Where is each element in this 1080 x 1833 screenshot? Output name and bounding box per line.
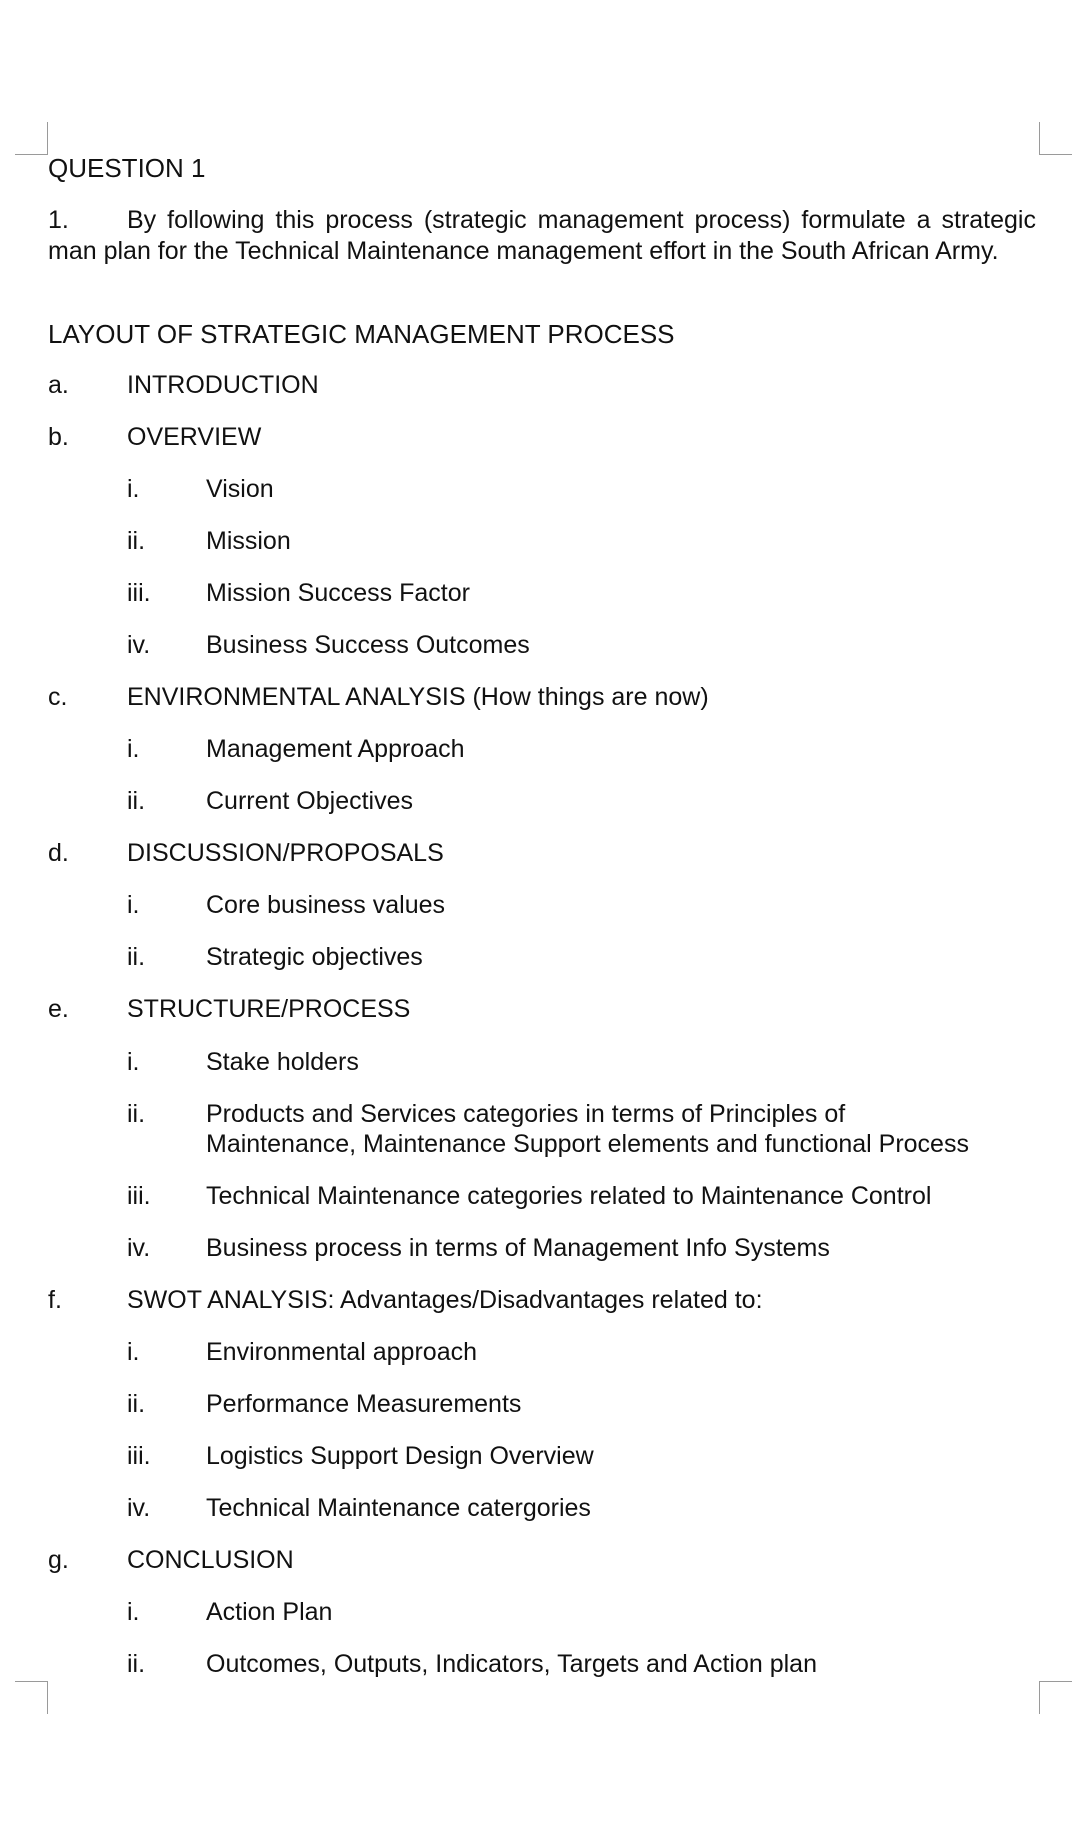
list-label: OVERVIEW: [127, 423, 262, 451]
question-title: QUESTION 1: [48, 153, 206, 183]
list-marker: iii.: [127, 579, 151, 607]
list-label: Outcomes, Outputs, Indicators, Targets and Action plan: [206, 1650, 817, 1678]
list-marker: ii.: [127, 1390, 146, 1418]
list-marker: iii.: [127, 1182, 151, 1210]
list-marker: g.: [48, 1546, 69, 1574]
list-label: Logistics Support Design Overview: [206, 1442, 594, 1470]
list-marker: d.: [48, 839, 69, 867]
list-marker: f.: [48, 1286, 62, 1314]
question-number: 1.: [48, 206, 69, 234]
list-marker: iii.: [127, 1442, 151, 1470]
list-marker: i.: [127, 1598, 140, 1626]
list-label: Strategic objectives: [206, 943, 423, 971]
list-marker: iv.: [127, 1234, 151, 1262]
list-marker: iv.: [127, 631, 151, 659]
list-label: CONCLUSION: [127, 1546, 294, 1574]
list-label: Core business values: [206, 891, 446, 919]
question-intro: [48, 205, 1036, 267]
list-marker: ii.: [127, 527, 146, 555]
list-label: Vision: [206, 475, 274, 503]
list-marker: b.: [48, 423, 69, 451]
list-label: Business process in terms of Management Info Systems: [206, 1234, 830, 1262]
list-marker: i.: [127, 1048, 140, 1076]
layout-heading: LAYOUT OF STRATEGIC MANAGEMENT PROCESS: [48, 319, 675, 349]
list-marker: iv.: [127, 1494, 151, 1522]
crop-mark-top-right: [1039, 122, 1072, 155]
list-label: Products and Services categories in terms of Principles of: [206, 1100, 846, 1128]
list-label: SWOT ANALYSIS: Advantages/Disadvantages related to:: [127, 1286, 763, 1314]
crop-mark-bottom-left: [15, 1681, 48, 1714]
list-label: Current Objectives: [206, 787, 414, 815]
list-label: ENVIRONMENTAL ANALYSIS (How things are now): [127, 683, 709, 711]
list-label: Stake holders: [206, 1048, 359, 1076]
list-label: Mission Success Factor: [206, 579, 470, 607]
list-marker: i.: [127, 735, 140, 763]
question-text: By following this process (strategic management process) formulate a strategic man plan for the Technical Maintenance management effort in the South African Army.: [48, 206, 1036, 265]
list-marker: ii.: [127, 1100, 146, 1128]
list-label: Business Success Outcomes: [206, 631, 530, 659]
crop-mark-top-left: [15, 122, 48, 155]
crop-mark-bottom-right: [1039, 1681, 1072, 1714]
list-label: Performance Measurements: [206, 1390, 522, 1418]
list-marker: e.: [48, 995, 69, 1023]
list-marker: ii.: [127, 1650, 146, 1678]
list-label: Action Plan: [206, 1598, 333, 1626]
list-label: Mission: [206, 527, 291, 555]
list-label-continuation: Maintenance, Maintenance Support elements and functional Process: [206, 1130, 969, 1158]
list-label: Environmental approach: [206, 1338, 477, 1366]
list-label: DISCUSSION/PROPOSALS: [127, 839, 444, 867]
list-marker: ii.: [127, 787, 146, 815]
list-marker: c.: [48, 683, 68, 711]
list-label: Management Approach: [206, 735, 465, 763]
list-label: STRUCTURE/PROCESS: [127, 995, 411, 1023]
list-marker: i.: [127, 475, 140, 503]
list-marker: ii.: [127, 943, 146, 971]
list-label: Technical Maintenance catergories: [206, 1494, 591, 1522]
list-marker: i.: [127, 891, 140, 919]
list-marker: a.: [48, 371, 69, 399]
list-label: INTRODUCTION: [127, 371, 319, 399]
list-marker: i.: [127, 1338, 140, 1366]
list-label: Technical Maintenance categories related to Maintenance Control: [206, 1182, 932, 1210]
